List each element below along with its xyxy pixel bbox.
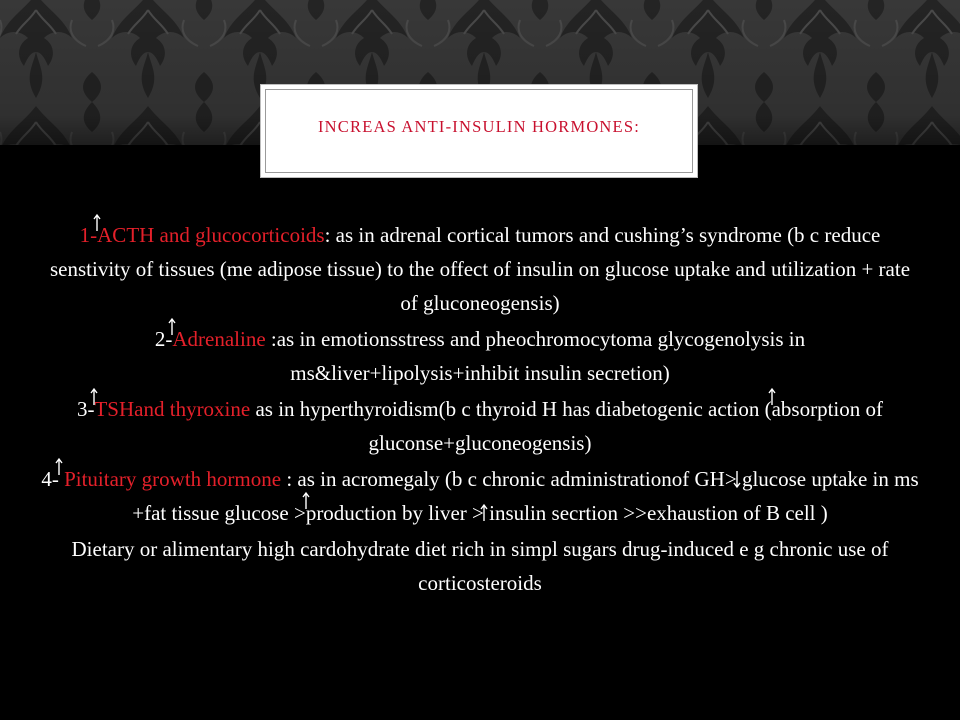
paragraph-2-lead: 2- — [154, 327, 173, 351]
paragraph-1-lead: 1- — [79, 223, 98, 247]
paragraph-4-highlight: Pituitary growth hormone — [58, 467, 282, 491]
paragraph-1-text: : as in adrenal cortical tumors and cushing’s syndrome (b c reduce senstivity of tissues (me adipose tissue) to the offect of insulin on glucose uptake and utilization + rate of gluconeogensis) — [49, 223, 911, 315]
paragraph-3-text-c: absorption of gluconse+gluconeogensis) — [368, 397, 883, 455]
paragraph-4-lead: 4- — [41, 467, 59, 491]
paragraph-4-text-a: : as in acromegaly (b c chronic administrationof GH> — [281, 467, 737, 491]
paragraph-4 — [40, 462, 920, 530]
paragraph-3 — [40, 392, 920, 460]
paragraph-4-text-b: glucose uptake in ms +fat tissue glucose > — [132, 467, 919, 525]
paragraph-3-highlight-b: hyroxine — [175, 397, 251, 421]
paragraph-3-highlight-a: TSHand t — [94, 397, 176, 421]
paragraph-4-text-d: insulin secrtion >>exhaustion of B cell ) — [483, 501, 828, 525]
paragraph-2-highlight: Adrenaline — [172, 327, 266, 351]
paragraph-5 — [40, 532, 920, 600]
paragraph-5-text: Dietary or alimentary high cardohydrate diet rich in simpl sugars drug-induced e g chronic use of corticosteroids — [71, 537, 889, 595]
paragraph-1-highlight: ACTH and glucocorticoids — [97, 223, 325, 247]
paragraph-2 — [40, 322, 920, 390]
paragraph-3-lead: 3- — [76, 397, 95, 421]
paragraph-2-text: :as in emotionsstress and pheochromocytoma glycogenolysis in ms&liver+lipolysis+inhibit insulin secretion) — [265, 327, 806, 385]
paragraph-4-text-c: production by liver > — [305, 501, 484, 525]
paragraph-1 — [40, 218, 920, 320]
title-box — [260, 84, 698, 178]
slide-title: INCREAS ANTI-INSULIN HORMONES: — [317, 117, 640, 136]
paragraph-3-text-b: as in hyperthyroidism(b c thyroid H has diabetogenic action ( — [250, 397, 772, 421]
slide-body — [40, 218, 920, 602]
